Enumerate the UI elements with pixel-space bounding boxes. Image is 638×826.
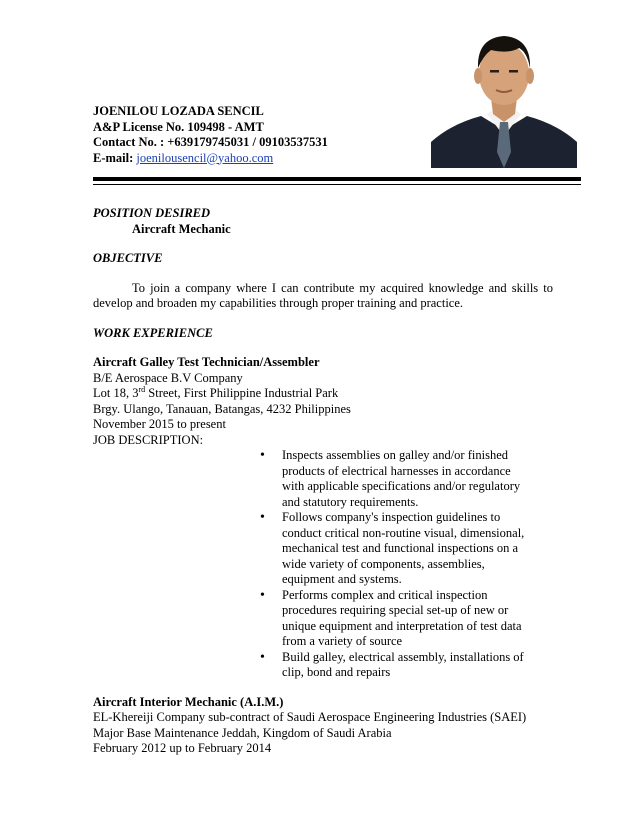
person-portrait-icon <box>431 12 577 168</box>
section-heading-position: POSITION DESIRED <box>93 206 211 220</box>
email-line <box>93 151 328 167</box>
list-item: • Performs complex and critical inspection procedures requiring special set-up of new or unique equipment and interpretation of test data from a variety of source <box>258 588 536 650</box>
job-dates: November 2015 to present <box>93 417 226 431</box>
job-address: Major Base Maintenance Jeddah, Kingdom of Saudi Arabia <box>93 725 392 740</box>
job-title: Aircraft Galley Test Technician/Assembler <box>93 355 320 369</box>
section-heading-objective: OBJECTIVE <box>93 251 163 265</box>
job-entry <box>93 355 553 681</box>
section-heading-work-experience: WORK EXPERIENCE <box>93 325 213 340</box>
contact-number: Contact No. : +639179745031 / 09103537531 <box>93 135 328 149</box>
job-company: EL-Khereiji Company sub-contract of Saudi Aerospace Engineering Industries (SAEI) <box>93 710 527 724</box>
applicant-name: JOENILOU LOZADA SENCIL <box>93 104 264 118</box>
position-desired-value: Aircraft Mechanic <box>132 221 231 236</box>
job-address-2: Brgy. Ulango, Tanauan, Batangas, 4232 Philippines <box>93 401 351 416</box>
email-link[interactable]: joenilousencil@yahoo.com <box>136 150 274 165</box>
header-divider-thin <box>93 184 581 185</box>
objective-text: To join a company where I can contribute my acquired knowledge and skills to develop and broaden my capabilities through proper training and practice. <box>93 280 553 310</box>
list-item: • Build galley, electrical assembly, installations of clip, bond and repairs <box>258 650 536 681</box>
header-divider-thick <box>93 177 581 181</box>
job-address: Lot 18, 3rd Street, First Philippine Industrial Park <box>93 384 339 400</box>
resume-header <box>93 104 328 166</box>
license-number: A&P License No. 109498 - AMT <box>93 119 264 134</box>
job-description-list <box>258 448 536 681</box>
job-entry <box>93 695 553 757</box>
list-item: • Follows company's inspection guidelines to conduct critical non-routine visual, dimensional, mechanical test and functional inspections on a wide variety of components, assemblies, equipment and systems. <box>258 510 536 588</box>
resume-body <box>93 206 553 757</box>
email-label: E-mail: <box>93 150 134 165</box>
job-title: Aircraft Interior Mechanic (A.I.M.) <box>93 694 284 709</box>
list-item: • Inspects assemblies on galley and/or finished products of electrical harnesses in accordance with applicable specifications and/or regulatory and statutory requirements. <box>258 448 536 510</box>
profile-photo <box>431 12 577 168</box>
job-description-label: JOB DESCRIPTION: <box>93 432 204 447</box>
job-company: B/E Aerospace B.V Company <box>93 370 243 385</box>
job-dates: February 2012 up to February 2014 <box>93 741 272 755</box>
